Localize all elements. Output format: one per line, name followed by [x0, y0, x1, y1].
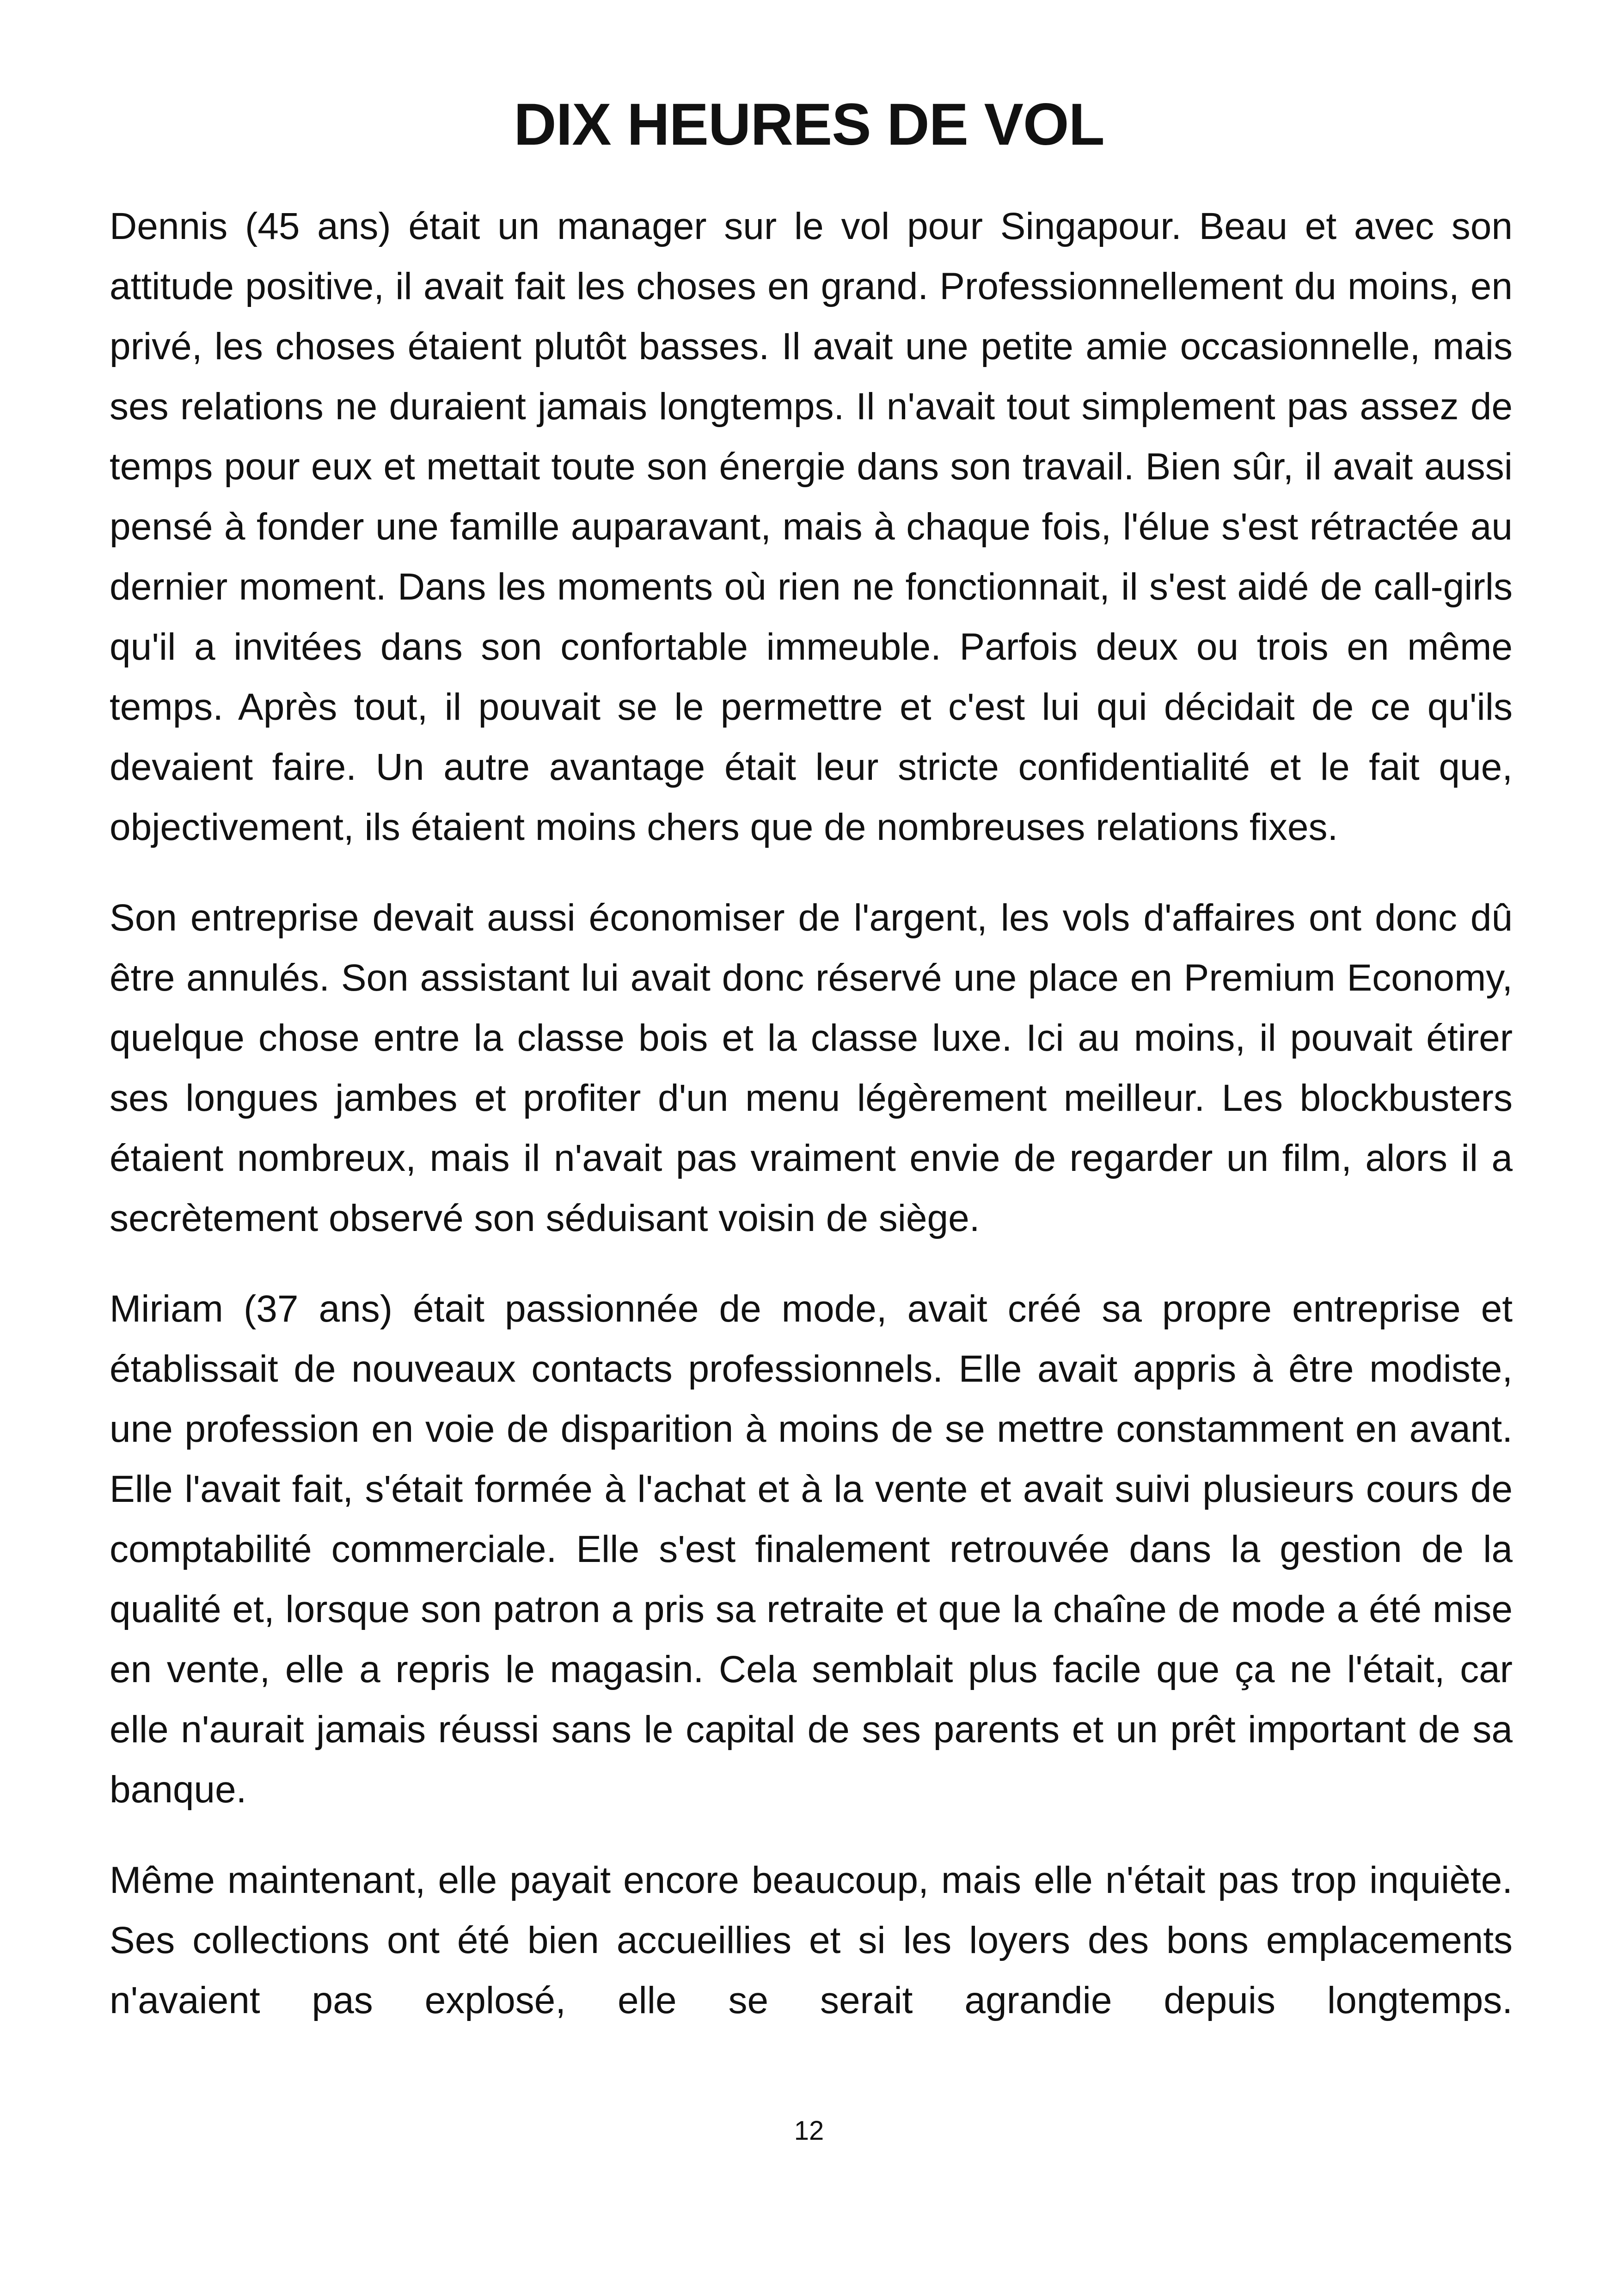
page-number: 12 [794, 2116, 824, 2146]
paragraph-entreprise: Son entreprise devait aussi économiser de l'argent, les vols d'affaires ont donc dû être annulés. Son assistant lui avait donc réservé une place en Premium Economy, quelque chose entre la classe bois et la classe luxe. Ici au moins, il pouvait étirer ses longues jambes et profiter d'un menu légèrement meilleur. Les blockbusters étaient nombreux, mais il n'avait pas vraiment envie de regarder un film, alors il a secrètement observé son séduisant voisin de siège. [110, 897, 1513, 1239]
paragraph-miriam: Miriam (37 ans) était passionnée de mode, avait créé sa propre entreprise et établissait de nouveaux contacts professionnels. Elle avait appris à être modiste, une profession en voie de disparition à moins de se mettre constamment en avant. Elle l'avait fait, s'était formée à l'achat et à la vente et avait suivi plusieurs cours de comptabilité commerciale. Elle s'est finalement retrouvée dans la gestion de la qualité et, lorsque son patron a pris sa retraite et que la chaîne de mode a été mise en vente, elle a repris le magasin. Cela semblait plus facile que ça ne l'était, car elle n'aurait jamais réussi sans le capital de ses parents et un prêt important de sa banque. [110, 1288, 1513, 1811]
page-title: DIX HEURES DE VOL [514, 92, 1104, 158]
paragraph-dennis: Dennis (45 ans) était un manager sur le vol pour Singapour. Beau et avec son attitude positive, il avait fait les choses en grand. Professionnellement du moins, en privé, les choses étaient plutôt basses. Il avait une petite amie occasionnelle, mais ses relations ne duraient jamais longtemps. Il n'avait tout simplement pas assez de temps pour eux et mettait toute son énergie dans son travail. Bien sûr, il avait aussi pensé à fonder une famille auparavant, mais à chaque fois, l'élue s'est rétractée au dernier moment. Dans les moments où rien ne fonctionnait, il s'est aidé de call-girls qu'il a invitées dans son confortable immeuble. Parfois deux ou trois en même temps. Après tout, il pouvait se le permettre et c'est lui qui décidait de ce qu'ils devaient faire. Un autre avantage était leur stricte confidentialité et le fait que, objectivement, ils étaient moins chers que de nombreuses relations fixes. [110, 205, 1513, 848]
body-text [110, 196, 1513, 2061]
paragraph-meme-maintenant: Même maintenant, elle payait encore beaucoup, mais elle n'était pas trop inquiète. Ses collections ont été bien accueillies et si les loyers des bons emplacements n'avaient pas explosé, elle se serait agrandie depuis longtemps. [110, 1859, 1513, 2021]
